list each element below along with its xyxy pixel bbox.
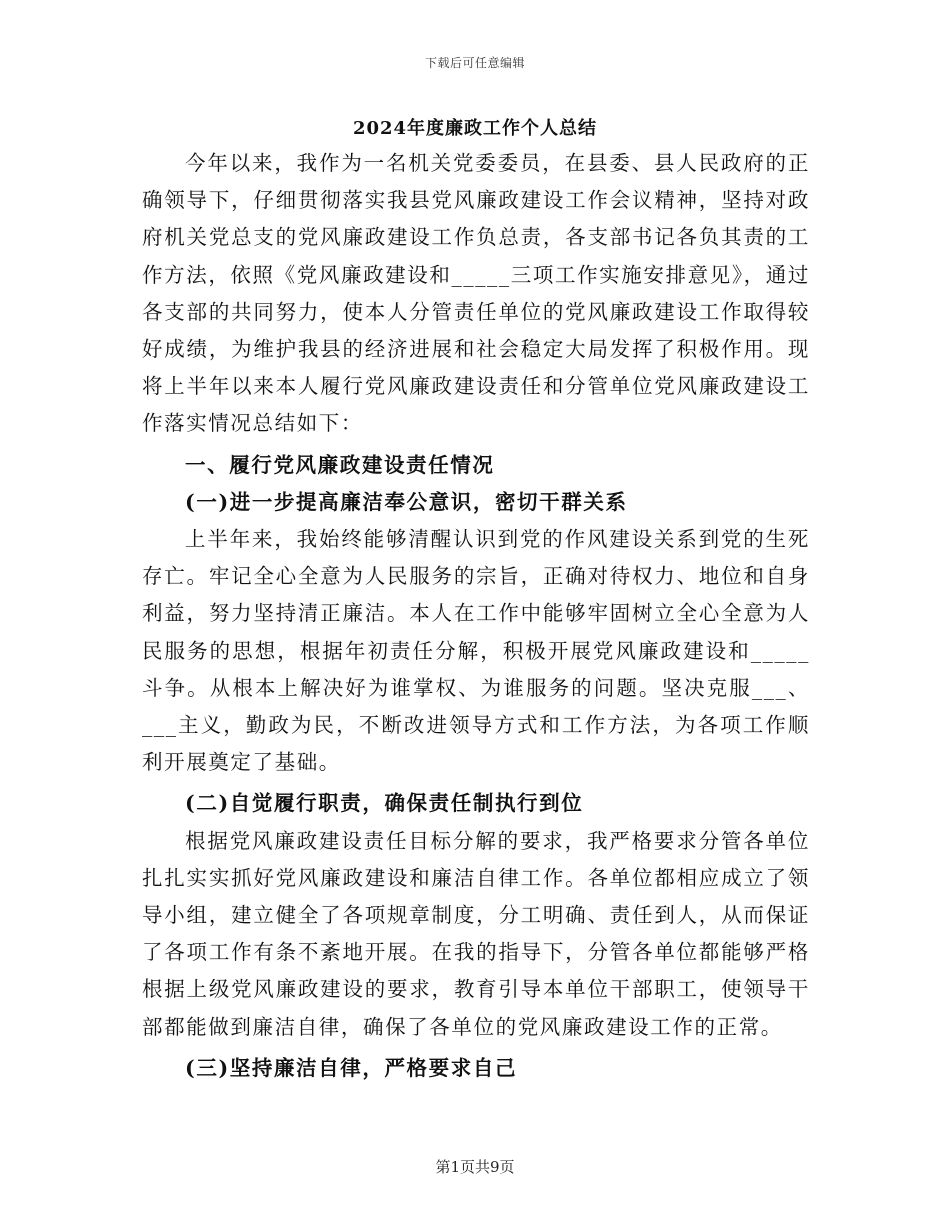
section-heading-1: 一、履行党风廉政建设责任情况 xyxy=(185,452,495,477)
subsection-body-2: 根据党风廉政建设责任目标分解的要求，我严格要求分管各单位扎扎实实抓好党风廉政建设和廉洁自律工作。各单位都相应成立了领导小组，建立健全了各项规章制度，分工明确、责任到人，从而保证了各项工作有条不紊地开展。在我的指导下，分管各单位都能够严格根据上级党风廉政建设的要求，教育引导本单位干部职工，使领导干部都能做到廉洁自律，确保了各单位的党风廉政建设工作的正常。 xyxy=(142,828,810,1039)
intro-paragraph: 今年以来，我作为一名机关党委委员，在县委、县人民政府的正确领导下，仔细贯彻落实我县党风廉政建设工作会议精神，坚持对政府机关党总支的党风廉政建设工作负总责，各支部书记各负其责的工作方法，依照《党风廉政建设和_____三项工作实施安排意见》，通过各支部的共同努力，使本人分管责任单位的党风廉政建设工作取得较好成绩，为维护我县的经济进展和社会稳定大局发挥了积极作用。现将上半年以来本人履行党风廉政建设责任和分管单位党风廉政建设工作落实情况总结如下： xyxy=(142,151,810,436)
subsection-heading-3: (三)坚持廉洁自律，严格要求自己 xyxy=(185,1055,518,1080)
page-header-note: 下载后可任意编辑 xyxy=(424,56,525,70)
document-body xyxy=(142,145,810,1087)
page-number: 第1页共9页 xyxy=(435,1158,515,1176)
document-title: 2024年度廉政工作个人总结 xyxy=(352,118,598,139)
subsection-body-1: 上半年来，我始终能够清醒认识到党的作风建设关系到党的生死存亡。牢记全心全意为人民服务的宗旨，正确对待权力、地位和自身利益，努力坚持清正廉洁。本人在工作中能够牢固树立全心全意为人民服务的思想，根据年初责任分解，积极开展党风廉政建设和_____斗争。从根本上解决好为谁掌权、为谁服务的问题。坚决克服___、___主义，勤政为民，不断改进领导方式和工作方法，为各项工作顺利开展奠定了基础。 xyxy=(142,527,810,775)
subsection-heading-1: (一)进一步提高廉洁奉公意识，密切干群关系 xyxy=(185,489,628,514)
subsection-heading-2: (二)自觉履行职责，确保责任制执行到位 xyxy=(185,791,584,816)
